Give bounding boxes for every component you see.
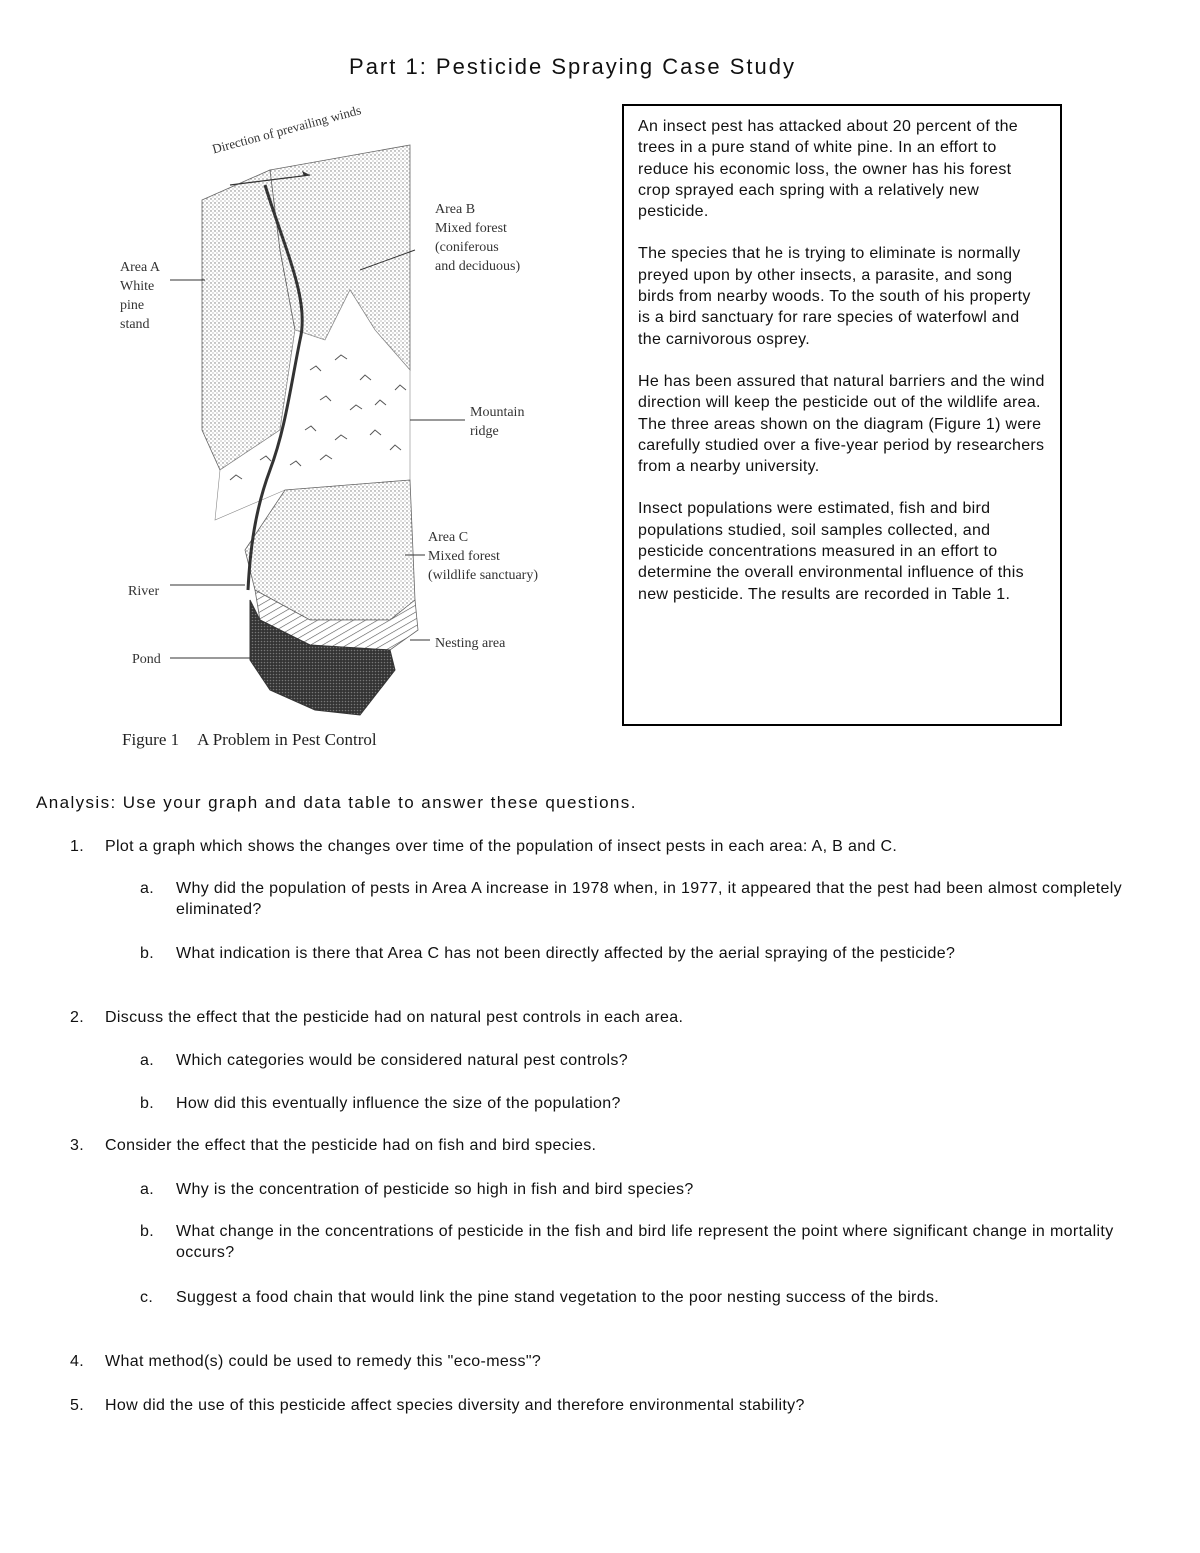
question-number: 5. [70,1397,85,1414]
question-text: Consider the effect that the pesticide had on fish and bird species. [105,1137,597,1154]
label-area-b-3: (coniferous [435,240,499,255]
label-river: River [128,584,160,599]
subquestion-text: How did this eventually influence the size of the population? [176,1095,621,1112]
case-paragraph-1: An insect pest has attacked about 20 percent of the trees in a pure stand of white pine. In an effort to reduce his economic loss, the owner has his forest crop sprayed each spring with a relatively new pesticide. [638,118,1018,221]
map-illustration [110,130,590,730]
analysis-heading: Analysis: Use your graph and data table to answer these questions. [36,793,637,812]
subquestion-letter: b. [140,1095,155,1112]
subquestion-letter: c. [140,1289,154,1306]
question-number: 3. [70,1137,85,1154]
label-area-a-3: pine [120,298,145,313]
label-area-a-4: stand [120,317,150,332]
label-area-a-2: White [120,279,155,294]
label-area-c-2: Mixed forest [428,549,500,564]
label-area-b-1: Area B [435,202,476,217]
label-area-c-1: Area C [428,530,469,545]
case-paragraph-2: The species that he is trying to eliminate is normally preyed upon by other insects, a parasite, and song birds from nearby woods. To the south of his property is a bird sanctuary for rare species of waterfowl and the carnivorous osprey. [638,245,1031,348]
figure-map [110,102,590,770]
label-area-c-3: (wildlife sanctuary) [428,568,539,583]
figure-caption-text: A Problem in Pest Control [197,730,377,749]
label-area-a-1: Area A [120,260,161,275]
label-nesting: Nesting area [435,636,506,651]
figure-caption-number: Figure 1 [122,730,180,749]
subquestion-letter: b. [140,1223,155,1240]
case-paragraph-3: He has been assured that natural barriers and the wind direction will keep the pesticide out of the wildlife area. The three areas shown on the diagram (Figure 1) were carefully studied over a five-year period by researchers from a nearby university. [638,372,1045,476]
question-text: What method(s) could be used to remedy this "eco-mess"? [105,1353,542,1370]
figure-caption [122,730,395,750]
subquestion-letter: a. [140,1052,155,1069]
subquestion-text: What change in the concentrations of pesticide in the fish and bird life represent the point where significant change in mortality occurs? [176,1223,1114,1261]
case-description-box [622,104,1062,726]
question-text: Plot a graph which shows the changes over time of the population of insect pests in each area: A, B and C. [105,838,898,855]
subquestion-letter: b. [140,945,155,962]
label-area-b-4: and deciduous) [435,259,521,274]
subquestion-letter: a. [140,1181,155,1198]
question-text: Discuss the effect that the pesticide had on natural pest controls in each area. [105,1009,684,1026]
subquestion-text: Suggest a food chain that would link the pine stand vegetation to the poor nesting success of the birds. [176,1289,940,1306]
page-title: Part 1: Pesticide Spraying Case Study [349,54,796,79]
subquestion-text: Why is the concentration of pesticide so high in fish and bird species? [176,1181,694,1198]
label-area-b-2: Mixed forest [435,221,507,236]
case-paragraph-4: Insect populations were estimated, fish and bird populations studied, soil samples collected, and pesticide concentrations measured in an effort to determine the overall environmental influence of this new pesticide. The results are recorded in Table 1. [638,500,1024,603]
label-ridge-2: ridge [470,424,499,439]
question-number: 4. [70,1353,85,1370]
subquestion-text: Which categories would be considered natural pest controls? [176,1052,629,1069]
subquestion-text: Why did the population of pests in Area A increase in 1978 when, in 1977, it appeared that the pest had been almost completely eliminated? [176,880,1123,918]
question-text: How did the use of this pesticide affect species diversity and therefore environmental stability? [105,1397,805,1414]
question-number: 2. [70,1009,85,1026]
label-ridge-1: Mountain [470,405,525,420]
subquestion-letter: a. [140,880,155,897]
label-pond: Pond [132,652,161,667]
label-wind: Direction of prevailing winds [210,102,363,157]
question-number: 1. [70,838,85,855]
subquestion-text: What indication is there that Area C has not been directly affected by the aerial spraying of the pesticide? [176,945,956,962]
